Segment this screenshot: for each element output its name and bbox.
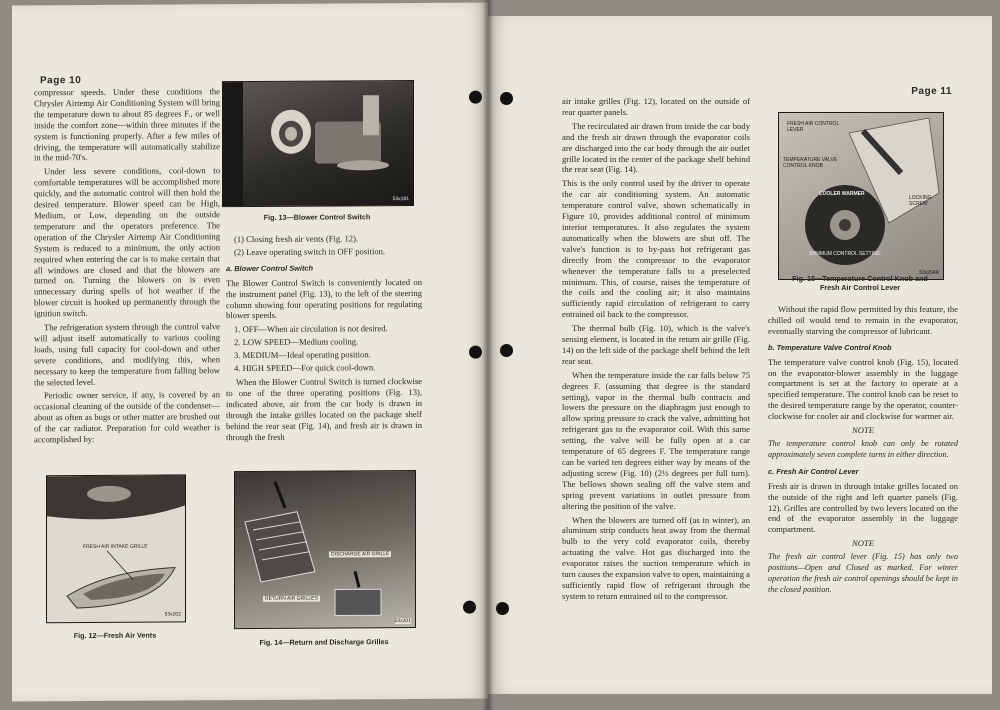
list-item: (2) Leave operating switch in OFF position.: [234, 246, 386, 258]
fig13-photo: [222, 80, 414, 207]
list-item: (1) Closing fresh air vents (Fig. 12).: [234, 233, 359, 245]
speed-list: [234, 323, 422, 374]
section-heading-c: c. Fresh Air Control Lever: [768, 466, 859, 476]
right-column-1: [562, 96, 750, 605]
fresh-air-intake-grille-label: FRESH AIR INTAKE GRILLE: [83, 543, 148, 551]
right-page: [488, 16, 992, 694]
fresh-air-control-lever-label: FRESH AIR CONTROL LEVER: [787, 121, 840, 133]
discharge-air-grille-label: DISCHARGE AIR GRILLE: [331, 551, 390, 558]
note-text: The fresh air control lever (Fig. 15) has only two positions—Open and Closed as marked. For winter operation the fresh air control openings should be kept in the closed position.: [768, 552, 958, 594]
paragraph: The thermal bulb (Fig. 10), which is the valve's sensing element, is located in the return air grille (Fig. 14) on the left side of the package shelf behind the left rear seat.: [562, 323, 750, 366]
binder-hole: [469, 91, 482, 104]
paragraph: When the blowers are turned off (as in winter), an aluminum strip conducts heat away from the thermal bulb to the very cold evaporator coils, thereby actuating the valve. Hot gas discharged into the evaporator raises the suction temperature which in turn causes the expansion valve to open, maintaining a sufficiently rapid flow of refrigerant through the system to return entrained oil to the compressor.: [562, 514, 750, 601]
fig-code: 53x201: [394, 618, 411, 625]
blower-switch-illustration: [223, 81, 413, 206]
paragraph: The temperature valve control knob (Fig. 15), located on the evaporator-blower assembly in the luggage compartment is set at the factory to operate at a specified temperature. The control knob can be reset to the desired temperature range by the operator, counter-clockwise for cooler air and clockwise for warmer air.: [768, 356, 958, 422]
note-text: The temperature control knob can only be rotated approximately seven complete turns in either direction.: [768, 438, 958, 459]
page-number-right: Page 11: [911, 86, 952, 97]
binder-hole: [496, 602, 509, 615]
paragraph: When the Blower Control Switch is turned clockwise to one of the three operating positions (Fig. 13), indicated above, air from the car body is drawn in through the intake grilles located on the package shelf behind the rear seat (Fig. 14), and fresh air is drawn in through the fresh: [226, 375, 422, 442]
binder-hole: [500, 92, 513, 105]
paragraph: Periodic owner service, if any, is covered by an occasional cleaning of the outside of the condenser—about as often as bugs or other matter are brushed out of the car radiator. Preparation for cold weather is accomplished by:: [34, 389, 220, 445]
temperature-valve-knob-label: TEMPERATURE VALVE CONTROL KNOB: [783, 157, 838, 169]
paragraph: compressor speeds. Under these conditions the Chrysler Airtemp Air Conditioning System will bring the temperature down to about 85 degrees F., or well inside the comfort zone—within three minutes if the system is functioning properly. After a few miles of driving, the temperature will automatically stabilize in the mid-70's.: [34, 86, 220, 163]
note-heading: NOTE: [852, 538, 874, 549]
binder-hole: [500, 344, 513, 357]
fig14-photo: [234, 470, 416, 629]
paragraph: Fresh air is drawn in through intake grilles located on the outside of the right and left quarter panels (Fig. 12). Grilles are controlled by two levers located on the end of the evaporator assembly in the luggage compartment.: [768, 480, 958, 535]
fig14-caption: Fig. 14—Return and Discharge Grilles: [259, 637, 389, 647]
fig-code: 53x181: [392, 196, 409, 203]
paragraph: The recirculated air drawn from inside the car body and the fresh air drawn through the evaporator coils are discharged into the car body through the air outlet grille located in the center of the package shelf behind the rear seat (Fig. 14).: [562, 120, 750, 175]
winter-prep-list: [234, 233, 422, 258]
fig13-caption: Fig. 13—Blower Control Switch: [263, 212, 371, 222]
left-column-1: [34, 86, 220, 448]
dial-minimum-setting: MINIMUM CONTROL SETTING: [809, 251, 881, 257]
fig-code: 53x204A: [919, 270, 939, 276]
list-item: 2. LOW SPEED—Medium cooling.: [234, 336, 359, 348]
paragraph: When the temperature inside the car falls below 75 degrees F. (assuming that degree is the standard setting), vapor in the thermal bulb contracts and lowers the pressure on the diaphragm just enough to allow spring pressure to crack the valve, admitting hot refrigerant gas to the evaporator coil. With this same setting, the valve will be fully open at a car temperature of 65 degrees F. The temperature range can be varied ten degrees either way by means of the adjusting screw (Fig. 10) (2½ degrees per full turn). The bellows shown sealing off the valve stem and spring prevent variations in outlet pressure from altering the position of the valve.: [562, 369, 750, 511]
paragraph: Under less severe conditions, cool-down to comfortable temperatures will be accomplished more quickly, and the automatic control will then hold the desired temperature. Blower speed can be High, Medium, or Low, depending on the outside temperature and the operators preference. The operation of the Chrysler Airtemp Air Conditioning System is reduced to a minimum, the only action required when entering the car is to make certain that all windows are closed and that the blowers are turned on. Turning the blowers on is even unnecessary during spells of hot weather if the blower circuit is hooked up permanently through the ignition switch.: [34, 165, 220, 319]
paragraph: Without the rapid flow permitted by this feature, the chilled oil would tend to remain in the evaporator, eventually starving the compressor of lubricant.: [768, 304, 958, 336]
binder-hole: [469, 346, 482, 359]
fig15-photo: [778, 112, 944, 280]
fig15-caption: [768, 274, 952, 292]
section-heading-a: a. Blower Control Switch: [226, 263, 314, 273]
left-page: [12, 3, 488, 702]
fig12-photo: [46, 474, 186, 623]
list-item: 4. HIGH SPEED—For quick cool-down.: [234, 362, 376, 374]
left-column-2: [226, 231, 422, 446]
right-column-2: [768, 304, 958, 599]
list-item: 1. OFF—When air circulation is not desired.: [234, 323, 388, 335]
paragraph: The refrigeration system through the control valve will adjust itself automatically to various cooling loads, using full capacity for cool-down and other severe conditions, and modifying this, when necessary to keep the temperature from falling below the selected level.: [34, 321, 220, 387]
dial-cooler-warmer: COOLER WARMER: [819, 191, 865, 197]
paragraph: air intake grilles (Fig. 12), located on the outside of rear quarter panels.: [562, 96, 750, 117]
fig15-caption-line: Fig. 15—Temperature Control Knob and: [792, 274, 928, 283]
fig15-caption-line: Fresh Air Control Lever: [819, 283, 900, 292]
section-heading-b: b. Temperature Valve Control Knob: [768, 342, 892, 352]
page-number-left: Page 10: [40, 75, 82, 87]
binder-hole: [463, 601, 476, 614]
paragraph: The Blower Control Switch is conveniently located on the instrument panel (Fig. 13), to the left of the steering column showing four operating positions for regulating blower speeds.: [226, 276, 422, 321]
return-air-grilles-label: RETURN AIR GRILLES: [265, 595, 318, 602]
note-heading: NOTE: [852, 425, 874, 436]
locking-screw-label: LOCKING SCREW: [909, 195, 932, 207]
book-gutter: [482, 0, 494, 710]
fig12-caption: Fig. 12—Fresh Air Vents: [73, 630, 157, 641]
paragraph: This is the only control used by the driver to operate the car air conditioning system. An automatic temperature control valve, shown schematically in Figure 10, provides additional control of minimum interior temperatures. It also regulates the system automatically when the blowers are shut off. The valve's function is to by-pass hot refrigerant gas directly from the compressor to the evaporator whenever the temperature falls to a preselected minimum. This, of course, raises the temperature of the coils and the cooling air; it also maintains sufficiently rapid circulation of refrigerant to carry entrained oil back to the compressor.: [562, 178, 750, 320]
list-item: 3. MEDIUM—Ideal operating position.: [234, 349, 371, 361]
grilles-illustration: [235, 471, 415, 628]
fig-code: 53x202: [164, 611, 181, 618]
